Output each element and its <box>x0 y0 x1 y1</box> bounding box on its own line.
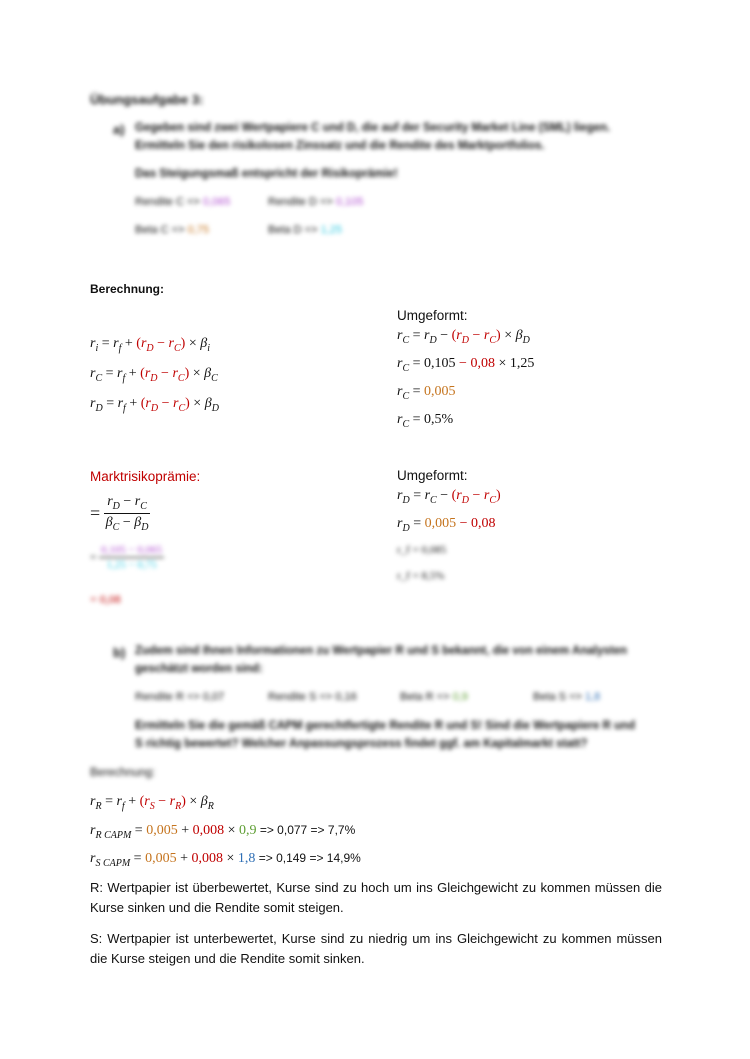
part-a-hint: Das Steigungsmaß entspricht der Risikoprämie! <box>135 168 398 180</box>
formula-rr: $r_R = r_f + (r_S - r_R) \times \beta_R$ <box>90 794 214 812</box>
rendite-s: Rendite S => 0,16 <box>268 691 357 703</box>
rendite-r: Rendite R => 0,07 <box>135 691 225 703</box>
part-a-line2: Ermitteln Sie den risikolosen Zinssatz und die Rendite des Marktportfolios. <box>135 140 545 152</box>
part-b-line2: geschätzt worden sind: <box>135 663 263 675</box>
rendite-c: Rendite C => 0,065 <box>135 196 231 208</box>
conclusion-s: S: Wertpapier ist unterbewertet, Kurse sind zu niedrig um ins Gleichgewicht zu kommen müssen die Kurse steigen und die Rendite somit sinken. <box>90 931 662 966</box>
part-b-line1: Zudem sind Ihnen Informationen zu Wertpapier R und S bekannt, die von einem Analysten <box>135 645 628 657</box>
part-b-task1: Ermitteln Sie die gemäß CAPM gerechtfertigte Rendite R und S! Sind die Wertpapiere R und <box>135 720 636 732</box>
rd-rearranged: $r_D = r_C - (r_D - r_C)$ <box>397 488 501 506</box>
mrp-result: = 0,08 <box>90 592 121 606</box>
part-a-label: a) <box>113 122 125 137</box>
rc-numeric: $r_C = 0,105 - 0,08 \times 1,25$ <box>397 356 535 374</box>
rd-numeric: $r_D = 0,005 - 0,08$ <box>397 516 496 534</box>
part-b-task2: S richtig bewertet? Welcher Anpassungsprozess findet ggf. am Kapitalmarkt statt? <box>135 738 588 750</box>
calc-title: Berechnung: <box>90 282 165 296</box>
part-b-label: b) <box>113 645 126 660</box>
market-risk-title: Marktrisikoprämie: <box>90 469 201 484</box>
mrp-numeric: = $\frac{0,105 - 0,065}{1,25 - 0,75}$ <box>90 544 163 571</box>
beta-r: Beta R => 0,9 <box>400 691 468 703</box>
rc-percent: $r_C = 0,5\%$ <box>397 412 454 430</box>
rf-result-2: r_f = 8,5% <box>397 570 445 582</box>
conclusion-r: R: Wertpapier ist überbewertet, Kurse sind zu hoch um ins Gleichgewicht zu kommen müssen die Kurse sinken und die Rendite somit steigen. <box>90 880 662 915</box>
beta-s: Beta S => 1,8 <box>533 691 601 703</box>
beta-c: Beta C => 0,75 <box>135 224 210 236</box>
exercise-heading: Übungsaufgabe 3: <box>90 92 204 107</box>
umgeformt-label-1: Umgeformt: <box>397 308 468 323</box>
formula-ri: $r_i = r_f + (r_D - r_C) \times \beta_i$ <box>90 336 211 354</box>
rendite-d: Rendite D => 0,105 <box>268 196 364 208</box>
rc-result: $r_C = 0,005$ <box>397 384 456 402</box>
umgeformt-label-2: Umgeformt: <box>397 468 468 483</box>
calc2-title: Berechnung: <box>90 767 156 779</box>
mrp-formula: = $\frac{r_D - r_C}{\beta_C - \beta_D}$ <box>90 494 149 533</box>
formula-rc: $r_C = r_f + (r_D - r_C) \times \beta_C$ <box>90 366 218 384</box>
formula-s-capm: $r_{S CAPM} = 0,005 + 0,008 \times 1,8 => 0,149 => 14,9\%$ <box>90 851 361 869</box>
rc-rearranged: $r_C = r_D - (r_D - r_C) \times \beta_D$ <box>397 328 530 346</box>
formula-r-capm: $r_{R CAPM} = 0,005 + 0,008 \times 0,9 => 0,077 => 7,7\%$ <box>90 823 356 841</box>
beta-d: Beta D => 1,25 <box>268 224 343 236</box>
part-a-line1: Gegeben sind zwei Wertpapiere C und D, die auf der Security Market Line (SML) liegen. <box>135 122 611 134</box>
formula-rd: $r_D = r_f + (r_D - r_C) \times \beta_D$ <box>90 396 219 414</box>
rf-result-1: r_f = 0,085 <box>397 544 447 556</box>
